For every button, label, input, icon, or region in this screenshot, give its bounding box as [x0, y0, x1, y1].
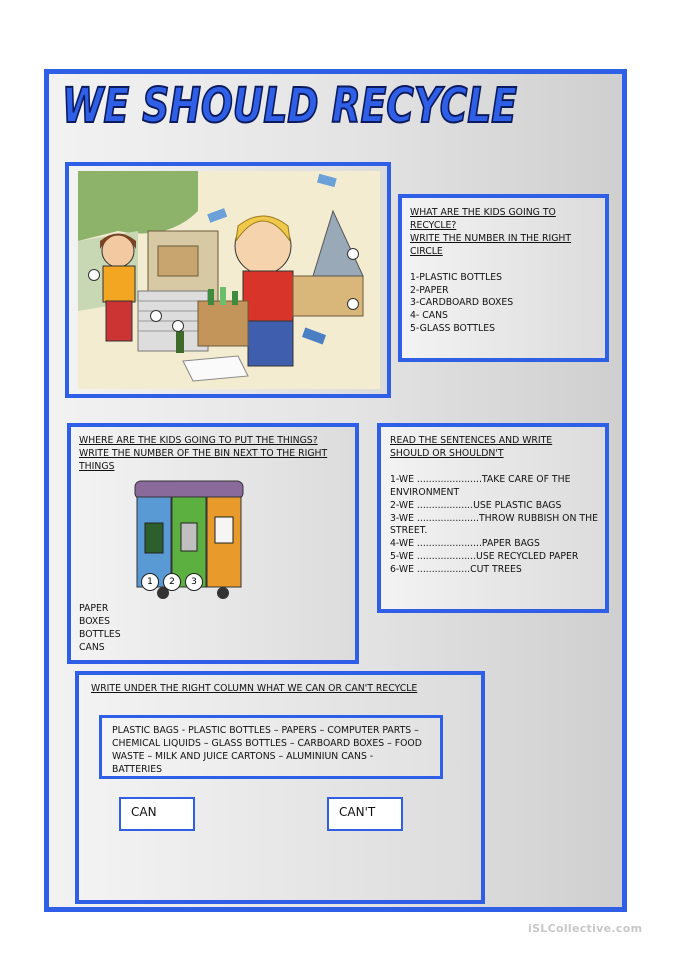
- sentence-line: 1-WE ......................TAKE CARE OF THE: [390, 473, 571, 485]
- answer-circle[interactable]: [347, 298, 359, 310]
- sentence-line: 6-WE ..................CUT TREES: [390, 564, 522, 576]
- answer-circle[interactable]: [347, 248, 359, 260]
- title-text: WE SHOULD RECYCLE: [62, 78, 518, 134]
- recycle-item: 2-PAPER: [410, 284, 449, 296]
- should-shouldnt-box: [377, 423, 609, 613]
- bin-item: BOXES: [79, 615, 111, 627]
- sentence-line: 2-WE ...................USE PLASTIC BAGS: [390, 499, 562, 511]
- worksheet-title: [58, 72, 528, 132]
- bins-heading-line: WRITE THE NUMBER OF THE BIN NEXT TO THE RIGHT: [79, 447, 328, 459]
- kids-recycling-illustration: [78, 171, 380, 389]
- bin-number-row: [141, 573, 207, 591]
- recycle-item: 4- CANS: [410, 310, 448, 322]
- answer-circle[interactable]: [150, 310, 162, 322]
- bins-heading-line: THINGS: [79, 460, 115, 472]
- bins-heading-line: WHERE ARE THE KIDS GOING TO PUT THE THINGS?: [79, 435, 318, 446]
- recycle-item: 1-PLASTIC BOTTLES: [410, 271, 503, 283]
- word-bank-box: [99, 715, 443, 779]
- recycle-question-box: [398, 194, 609, 362]
- word-bank-line: WASTE – MILK AND JUICE CARTONS – ALUMINIUN CANS -: [112, 750, 374, 762]
- word-bank-line: PLASTIC BAGS - PLASTIC BOTTLES – PAPERS – COMPUTER PARTS –: [112, 725, 419, 736]
- can-cant-heading: WRITE UNDER THE RIGHT COLUMN WHAT WE CAN OR CAN'T RECYCLE: [91, 683, 418, 694]
- sentence-line: 3-WE .....................THROW RUBBISH ON THE: [390, 512, 598, 524]
- recycle-item: 3-CARDBOARD BOXES: [410, 297, 514, 309]
- word-bank-line: CHEMICAL LIQUIDS – GLASS BOTTLES – CARBOARD BOXES – FOOD: [112, 737, 422, 749]
- question-heading-line: WRITE THE NUMBER IN THE RIGHT: [410, 232, 572, 244]
- bins-question-box: [67, 423, 359, 664]
- answer-circle[interactable]: [172, 320, 184, 332]
- sentence-line: 4-WE ......................PAPER BAGS: [390, 538, 540, 550]
- question-heading-line: CIRCLE: [410, 245, 443, 257]
- cant-column-label: CAN'T: [327, 797, 403, 831]
- bin-number: 3: [185, 573, 203, 591]
- bin-item: CANS: [79, 641, 105, 653]
- should-heading-line: READ THE SENTENCES AND WRITE: [390, 435, 553, 446]
- recycle-item: 5-GLASS BOTTLES: [410, 323, 496, 335]
- bin-item: BOTTLES: [79, 628, 121, 640]
- can-cant-box: [75, 671, 485, 904]
- bin-number: 1: [141, 573, 159, 591]
- should-heading-line: SHOULD OR SHOULDN'T: [390, 447, 504, 459]
- answer-circle[interactable]: [88, 269, 100, 281]
- sentence-line: STREET.: [390, 525, 428, 537]
- bin-item: PAPER: [79, 603, 109, 614]
- site-watermark: iSLCollective.com: [528, 922, 643, 935]
- can-column-label: CAN: [119, 797, 195, 831]
- question-heading-line: WHAT ARE THE KIDS GOING TO: [410, 207, 556, 218]
- sentence-line: 5-WE ....................USE RECYCLED PAPER: [390, 551, 579, 563]
- sentence-line: ENVIRONMENT: [390, 486, 460, 498]
- bin-number: 2: [163, 573, 181, 591]
- word-bank-line: BATTERIES: [112, 763, 163, 775]
- question-heading-line: RECYCLE?: [410, 219, 457, 231]
